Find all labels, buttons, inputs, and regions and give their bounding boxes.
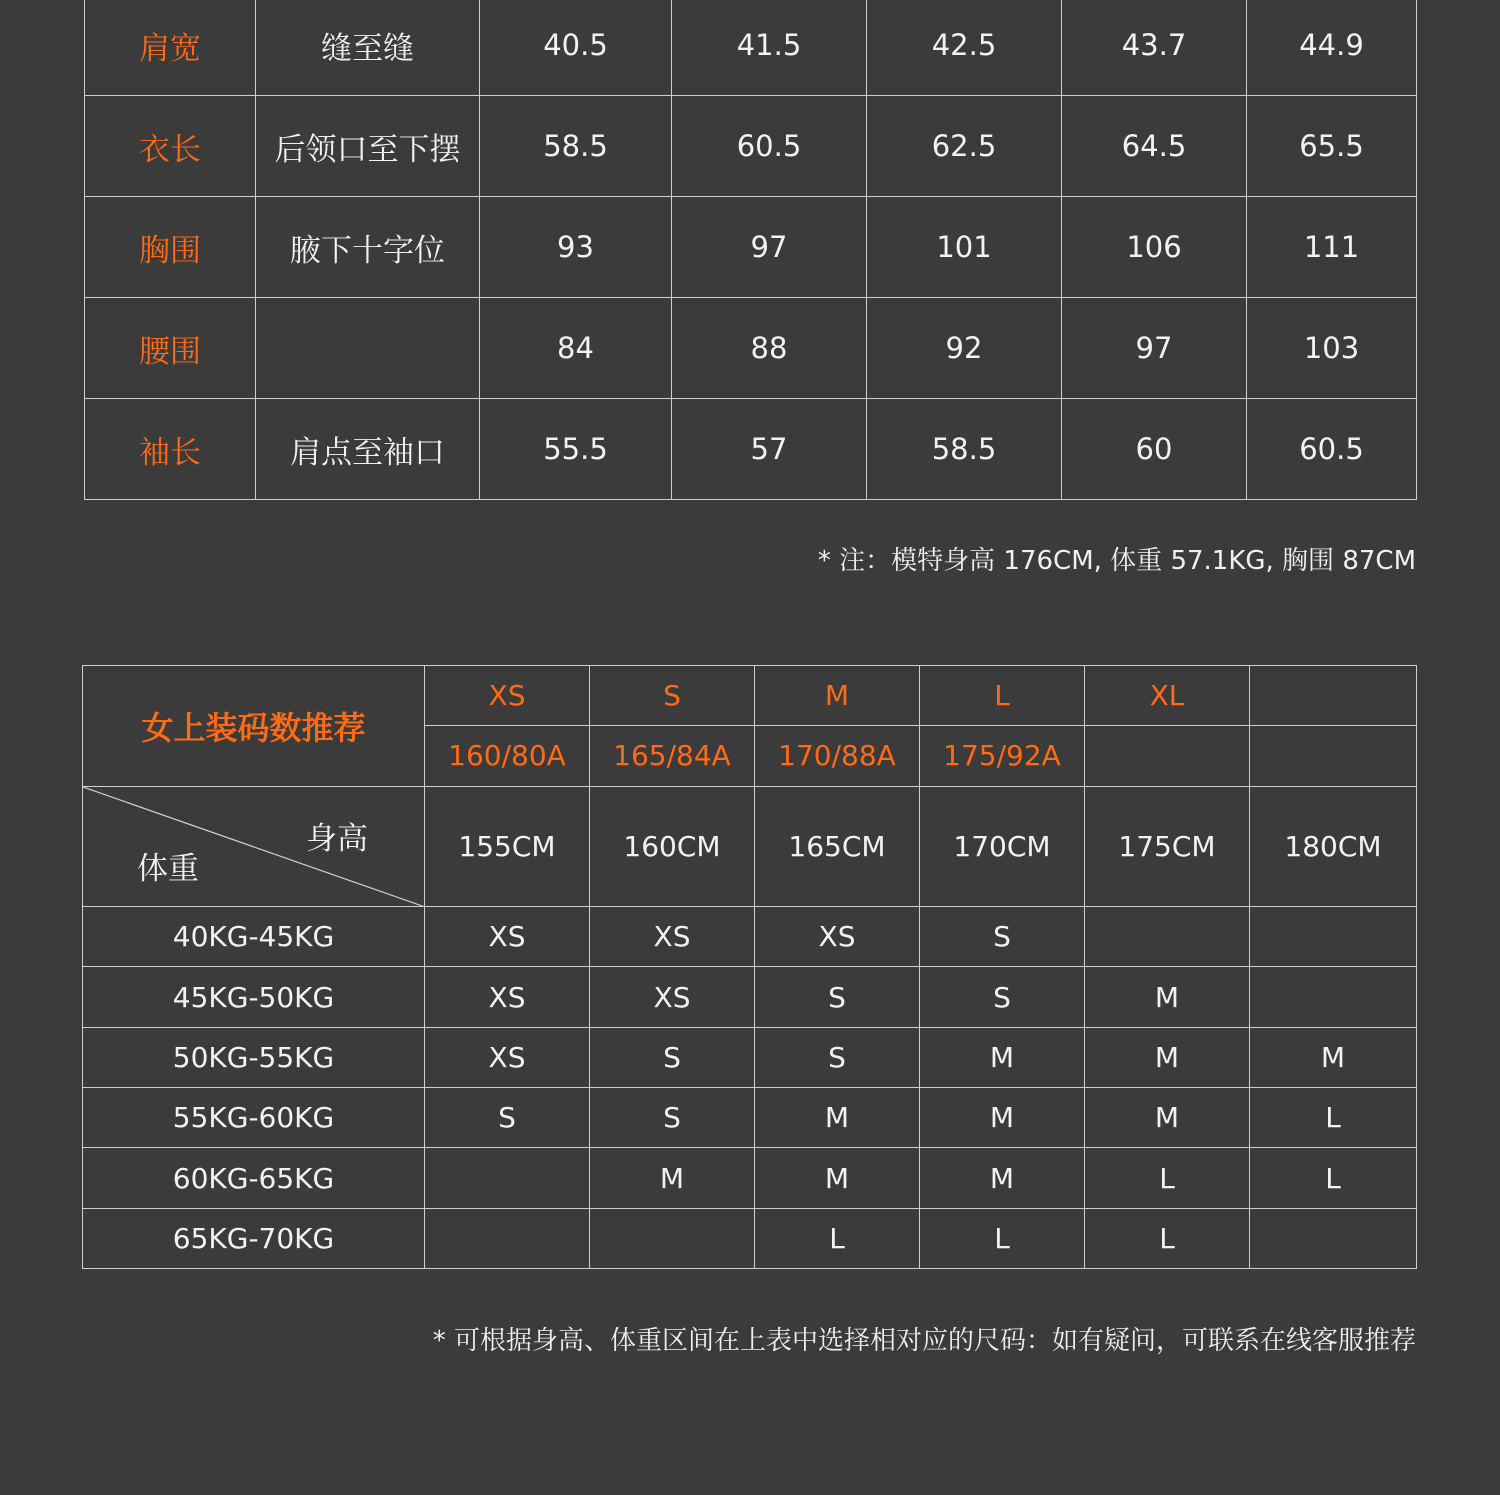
recommendation-note: * 可根据身高、体重区间在上表中选择相对应的尺码：如有疑问，可联系在线客服推荐 [432, 1326, 1416, 1356]
measurement-method [256, 298, 480, 399]
diagonal-line [83, 787, 424, 907]
recommended-size: L [920, 1208, 1085, 1268]
diagonal-header-cell [83, 786, 425, 907]
height-header: 155CM [425, 786, 590, 907]
weight-range: 45KG-50KG [83, 967, 425, 1027]
size-code: 175/92A [920, 726, 1085, 786]
size-code: 170/88A [755, 726, 920, 786]
measurement-label: 腰围 [85, 298, 256, 399]
recommended-size: M [1085, 1027, 1250, 1087]
recommended-size: XS [755, 907, 920, 967]
recommended-size: S [590, 1027, 755, 1087]
height-header: 180CM [1250, 786, 1417, 907]
measurement-table [84, 0, 1417, 500]
measurement-value: 64.5 [1062, 96, 1247, 197]
height-header: 165CM [755, 786, 920, 907]
recommended-size [1250, 1208, 1417, 1268]
measurement-method: 缝至缝 [256, 0, 480, 96]
measurement-label: 肩宽 [85, 0, 256, 96]
measurement-value: 62.5 [867, 96, 1062, 197]
measurement-method: 肩点至袖口 [256, 399, 480, 500]
recommended-size: M [1085, 967, 1250, 1027]
measurement-label: 胸围 [85, 197, 256, 298]
measurement-method: 后领口至下摆 [256, 96, 480, 197]
recommended-size: M [755, 1088, 920, 1148]
size-header: M [755, 666, 920, 726]
measurement-value: 103 [1247, 298, 1417, 399]
recommended-size [425, 1148, 590, 1208]
weight-row [83, 907, 1417, 967]
weight-axis-label: 体重 [137, 851, 199, 888]
measurement-value: 41.5 [672, 0, 867, 96]
weight-row [83, 1027, 1417, 1087]
measurement-value: 65.5 [1247, 96, 1417, 197]
recommended-size [425, 1208, 590, 1268]
model-note: * 注：模特身高 176CM, 体重 57.1KG, 胸围 87CM [817, 546, 1416, 576]
measurement-value: 93 [480, 197, 672, 298]
height-header: 175CM [1085, 786, 1250, 907]
size-code [1085, 726, 1250, 786]
size-header: S [590, 666, 755, 726]
measurement-label: 袖长 [85, 399, 256, 500]
recommended-size: XS [590, 967, 755, 1027]
size-header: XL [1085, 666, 1250, 726]
measurement-row [85, 197, 1417, 298]
recommended-size: XS [425, 1027, 590, 1087]
measurement-value: 40.5 [480, 0, 672, 96]
weight-range: 60KG-65KG [83, 1148, 425, 1208]
recommended-size [590, 1208, 755, 1268]
measurement-value: 55.5 [480, 399, 672, 500]
weight-range: 40KG-45KG [83, 907, 425, 967]
recommended-size: S [755, 1027, 920, 1087]
recommended-size: L [1250, 1088, 1417, 1148]
recommended-size: S [920, 907, 1085, 967]
height-axis-label: 身高 [306, 820, 368, 857]
weight-row [83, 1088, 1417, 1148]
weight-range: 55KG-60KG [83, 1088, 425, 1148]
measurement-value: 58.5 [867, 399, 1062, 500]
recommended-size: XS [425, 967, 590, 1027]
measurement-value: 58.5 [480, 96, 672, 197]
recommended-size: M [920, 1148, 1085, 1208]
recommended-size: M [1250, 1027, 1417, 1087]
measurement-row [85, 96, 1417, 197]
measurement-value: 101 [867, 197, 1062, 298]
weight-row [83, 1208, 1417, 1268]
measurement-value: 42.5 [867, 0, 1062, 96]
measurement-row [85, 399, 1417, 500]
recommended-size: XS [590, 907, 755, 967]
measurement-value: 60.5 [672, 96, 867, 197]
weight-range: 65KG-70KG [83, 1208, 425, 1268]
recommended-size: L [755, 1208, 920, 1268]
weight-row [83, 967, 1417, 1027]
size-code [1250, 726, 1417, 786]
weight-range: 50KG-55KG [83, 1027, 425, 1087]
measurement-value: 97 [1062, 298, 1247, 399]
measurement-value: 97 [672, 197, 867, 298]
recommended-size: M [1085, 1088, 1250, 1148]
recommended-size: M [590, 1148, 755, 1208]
size-header: L [920, 666, 1085, 726]
recommended-size: XS [425, 907, 590, 967]
measurement-row [85, 0, 1417, 96]
measurement-value: 84 [480, 298, 672, 399]
recommended-size: L [1250, 1148, 1417, 1208]
size-code: 160/80A [425, 726, 590, 786]
recommended-size: M [920, 1027, 1085, 1087]
recommended-size: L [1085, 1208, 1250, 1268]
height-header: 170CM [920, 786, 1085, 907]
size-header [1250, 666, 1417, 726]
weight-row [83, 1148, 1417, 1208]
measurement-row [85, 298, 1417, 399]
measurement-value: 60 [1062, 399, 1247, 500]
recommended-size: S [425, 1088, 590, 1148]
size-recommendation-table [82, 665, 1417, 1269]
measurement-value: 60.5 [1247, 399, 1417, 500]
measurement-value: 88 [672, 298, 867, 399]
size-code: 165/84A [590, 726, 755, 786]
measurement-label: 衣长 [85, 96, 256, 197]
recommended-size [1085, 907, 1250, 967]
measurement-value: 106 [1062, 197, 1247, 298]
recommended-size: S [920, 967, 1085, 1027]
recommended-size: S [590, 1088, 755, 1148]
recommendation-title: 女上装码数推荐 [83, 666, 425, 787]
measurement-value: 57 [672, 399, 867, 500]
measurement-value: 43.7 [1062, 0, 1247, 96]
recommended-size [1250, 907, 1417, 967]
recommended-size [1250, 967, 1417, 1027]
recommended-size: L [1085, 1148, 1250, 1208]
recommended-size: S [755, 967, 920, 1027]
height-header: 160CM [590, 786, 755, 907]
measurement-method: 腋下十字位 [256, 197, 480, 298]
measurement-value: 44.9 [1247, 0, 1417, 96]
measurement-value: 111 [1247, 197, 1417, 298]
recommended-size: M [755, 1148, 920, 1208]
size-header: XS [425, 666, 590, 726]
measurement-value: 92 [867, 298, 1062, 399]
recommended-size: M [920, 1088, 1085, 1148]
